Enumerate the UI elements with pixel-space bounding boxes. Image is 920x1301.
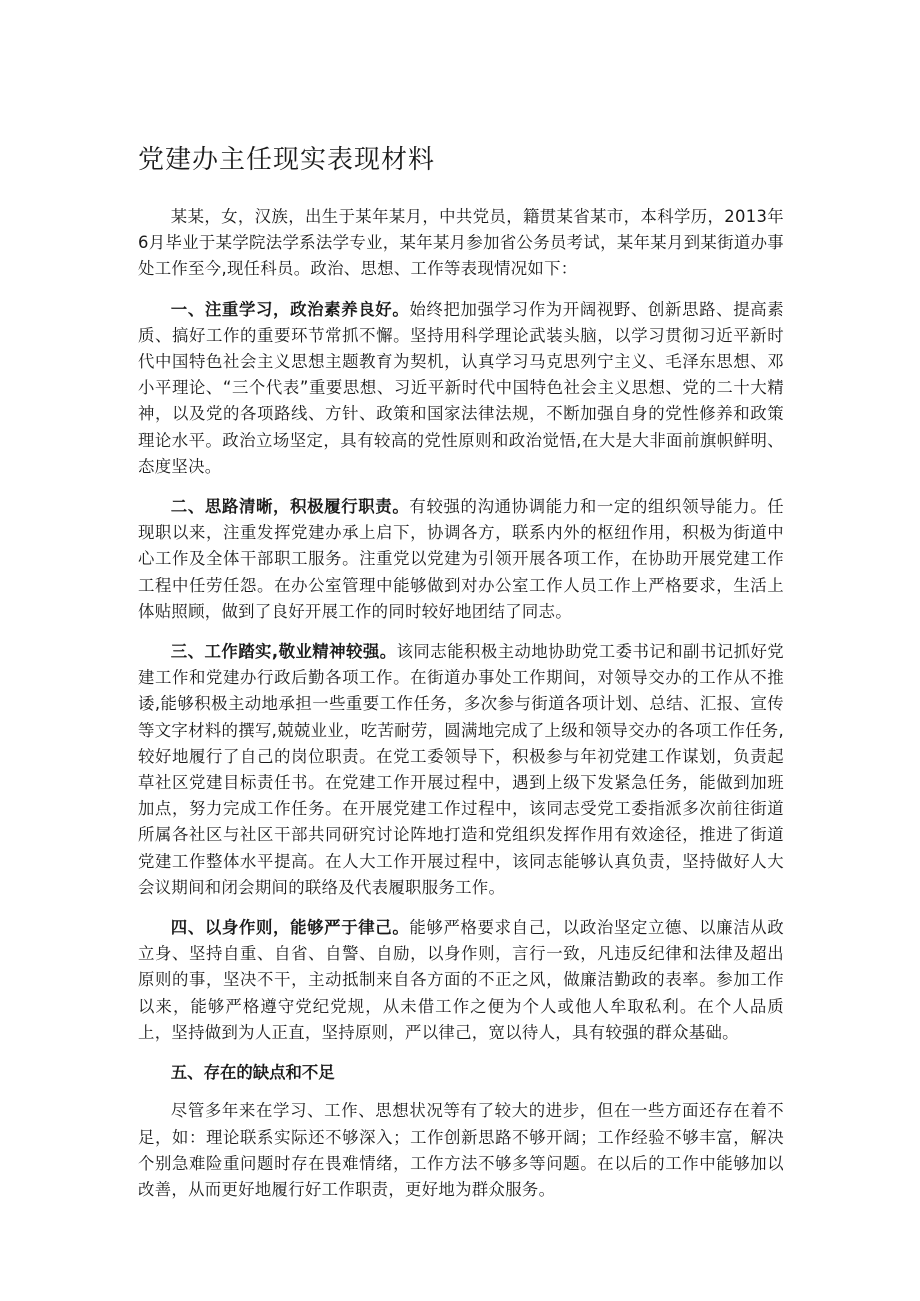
- section-3-body: 该同志能积极主动地协助党工委书记和副书记抓好党建工作和党建办行政后勤各项工作。在街道办事处工作期间，对领导交办的工作从不推诿,能够积极主动地承担一些重要工作任务，多次参与街道各项计划、总结、汇报、宣传等文字材料的撰写,兢兢业业，吃苦耐劳，圆满地完成了上级和领导交办的各项工作任务,较好地履行了自己的岗位职责。在党工委领导下，积极参与年初党建工作谋划，负责起草社区党建目标责任书。在党建工作开展过程中，遇到上级下发紧急任务，能做到加班加点，努力完成工作任务。在开展党建工作过程中，该同志受党工委指派多次前往街道所属各社区与社区干部共同研究讨论阵地打造和党组织发挥作用有效途径，推进了街道党建工作整体水平提高。在人大工作开展过程中，该同志能够认真负责，坚持做好人大会议期间和闭会期间的联络及代表履职服务工作。: [138, 642, 784, 897]
- section-5-heading: 五、存在的缺点和不足: [170, 1063, 335, 1083]
- section-4-paragraph: [138, 915, 784, 1046]
- section-4-body: 能够严格要求自己，以政治坚定立德、以廉洁从政立身、坚持自重、自省、自警、自励，以身作则，言行一致，凡违反纪律和法律及超出原则的事，坚决不干，主动抵制来自各方面的不正之风，做廉洁勤政的表率。参加工作以来，能够严格遵守党纪党规，从未借工作之便为个人或他人牟取私利。在个人品质上，坚持做到为人正直，坚持原则，严以律己，宽以待人，具有较强的群众基础。: [138, 918, 784, 1042]
- section-5-body: 尽管多年来在学习、工作、思想状况等有了较大的进步，但在一些方面还存在着不足，如：理论联系实际还不够深入；工作创新思路不够开阔；工作经验不够丰富，解决个别急难险重问题时存在畏难情绪，工作方法不够多等问题。在以后的工作中能够加以改善，从而更好地履行好工作职责，更好地为群众服务。: [138, 1101, 784, 1199]
- section-2-body: 有较强的沟通协调能力和一定的组织领导能力。任现职以来，注重发挥党建办承上启下，协调各方，联系内外的枢纽作用，积极为街道中心工作及全体干部职工服务。注重党以党建为引领开展各项工作，在协助开展党建工作工程中任劳任怨。在办公室管理中能够做到对办公室工作人员工作上严格要求，生活上体贴照顾，做到了良好开展工作的同时较好地团结了同志。: [138, 497, 784, 621]
- document-title: 党建办主任现实表现材料: [138, 145, 436, 175]
- section-4-heading: 四、以身作则，能够严于律己。: [170, 918, 410, 938]
- document-page: [138, 140, 784, 1217]
- section-1-body: 始终把加强学习作为开阔视野、创新思路、提高素质、搞好工作的重要环节常抓不懈。坚持用科学理论武装头脑，以学习贯彻习近平新时代中国特色社会主义思想主题教育为契机，认真学习马克思列宁主义、毛泽东思想、邓小平理论、“三个代表”重要思想、习近平新时代中国特色社会主义思想、党的二十大精神，以及党的各项路线、方针、政策和国家法律法规，不断加强自身的党性修养和政策理论水平。政治立场坚定，具有较高的党性原则和政治觉悟,在大是大非面前旗帜鲜明、态度坚决。: [138, 299, 784, 476]
- section-1-paragraph: [138, 297, 784, 480]
- section-1-heading: 一、注重学习，政治素养良好。: [170, 299, 410, 319]
- section-3-paragraph: [138, 639, 784, 901]
- section-3-heading: 三、工作踏实,敬业精神较强。: [170, 642, 397, 662]
- section-2-heading: 二、思路清晰，积极履行职责。: [170, 497, 410, 517]
- section-2-paragraph: [138, 494, 784, 625]
- intro-paragraph: 某某，女，汉族，出生于某年某月，中共党员，籍贯某省某市，本科学历，2013年6月毕业于某学院法学系法学专业，某年某月参加省公务员考试，某年某月到某街道办事处工作至今,现任科员。政治、思想、工作等表现情况如下：: [138, 207, 784, 279]
